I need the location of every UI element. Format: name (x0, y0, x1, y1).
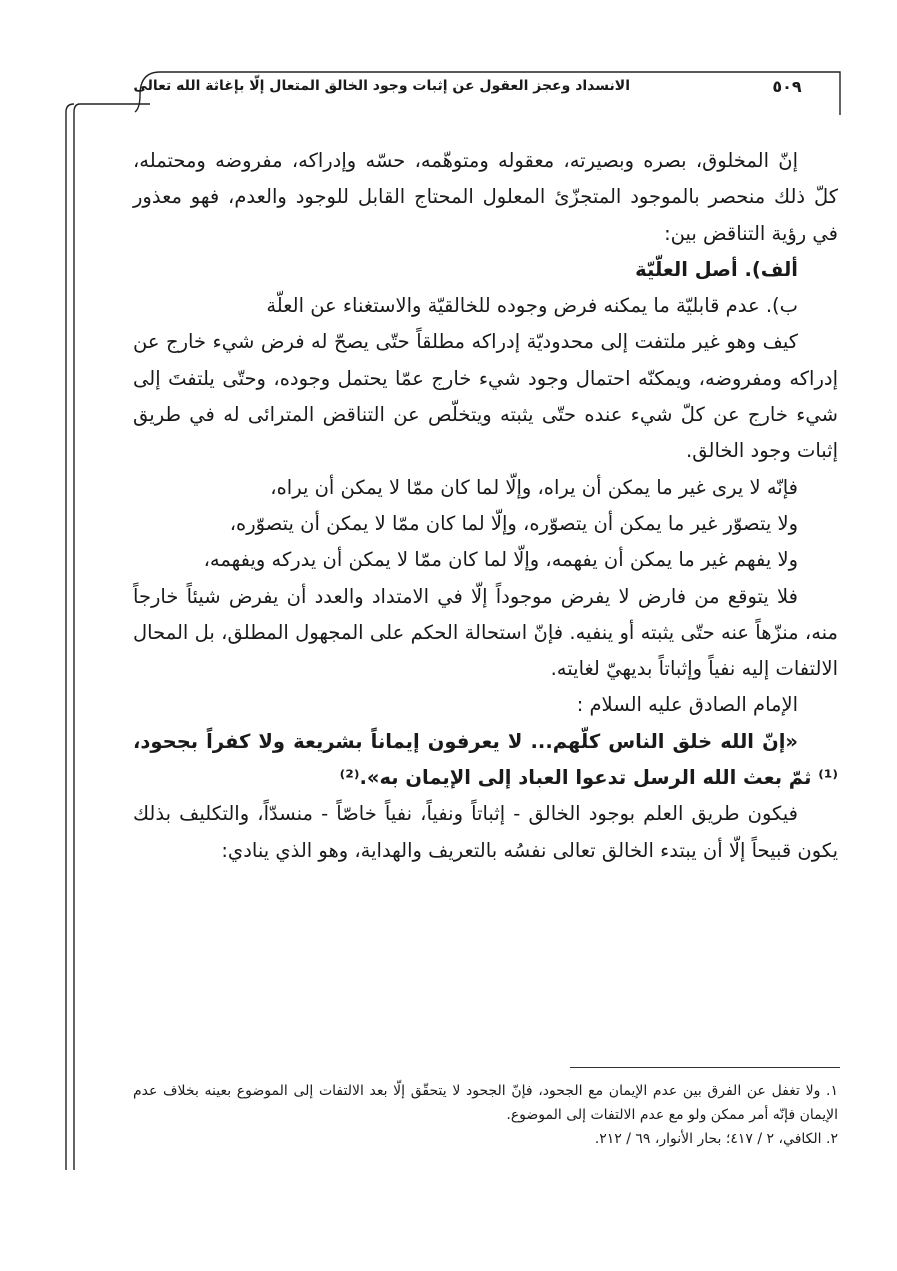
hadith-quote: «إنّ الله خلق الناس كلّهم... لا يعرفون إيماناً بشريعة ولا كفراً بجحود،⁽¹⁾ ثمّ بعث الله الرسل تدعوا العباد إلى الإيمان به».⁽²⁾ (133, 729, 838, 790)
paragraph: فيكون طريق العلم بوجود الخالق - إثباتاً ونفياً، نفياً خاصّاً - منسدّاً، والتكليف بذلك يكون قبيحاً إلّا أن يبتدء الخالق تعالى نفسُه بالتعريف والهداية، وهو الذي ينادي: (133, 802, 838, 862)
footnote-divider (570, 1067, 840, 1068)
paragraph: ولا يتصوّر غير ما يمكن أن يتصوّره، وإلّا لما كان ممّا لا يمكن أن يتصوّره، (229, 511, 798, 535)
page-number: ٥٠٩ (772, 77, 802, 96)
paragraph: فإنّه لا يرى غير ما يمكن أن يراه، وإلّا لما كان ممّا لا يمكن أن يراه، (270, 475, 798, 499)
list-item: ألف). أصل العلّيّة (635, 257, 798, 281)
footnote: ١. ولا تغفل عن الفرق بين عدم الإيمان مع الجحود، فإنّ الجحود لا يتحقّق إلّا بعد الالتفات إلى الموضوع بعينه بخلاف عدم الإيمان فإنّه أمر ممكن ولو مع عدم الالتفات إلى الموضوع. (133, 1083, 838, 1123)
footnotes (133, 1079, 838, 1151)
list-item: ب). عدم قابليّة ما يمكنه فرض وجوده للخالقيّة والاستغناء عن العلّة (266, 294, 798, 318)
running-title: الانسداد وعجز العقول عن إثبات وجود الخالق المتعال إلّا بإغاثة الله تعالى (133, 78, 630, 94)
paragraph: إنّ المخلوق، بصره وبصيرته، معقوله ومتوهّمه، حسّه وإدراكه، مفروضه ومحتمله، كلّ ذلك منحصر بالموجود المتجزّئ المعلول المحتاج القابل للوجود والعدم، فهو معذور في رؤية التناقض بين: (133, 149, 838, 245)
footnote: ٢. الكافي، ٢ / ٤١٧؛ بحار الأنوار، ٦٩ / ٢١٢. (594, 1131, 838, 1147)
paragraph: فلا يتوقع من فارض لا يفرض موجوداً إلّا في الامتداد والعدد أن يفرض شيئاً خارجاً منه، منزّهاً عنه حتّى يثبته أو ينفيه. فإنّ استحالة الحكم على المجهول المطلق، بل المحال الالتفات إليه نفياً وإثباتاً بديهيّ لغايته. (133, 584, 838, 681)
paragraph: ولا يفهم غير ما يمكن أن يفهمه، وإلّا لما كان ممّا لا يمكن أن يدركه ويفهمه، (203, 548, 798, 572)
main-text (133, 143, 838, 869)
attribution: الإمام الصادق عليه السلام : (576, 693, 798, 717)
paragraph: كيف وهو غير ملتفت إلى محدوديّة إدراكه مطلقاً حتّى يصحّ له فرض شيء خارج عن إدراكه ومفروضه، ويمكنّه احتمال وجود شيء خارج عمّا يحتمل وجوده، وحتّى يلتفتَ إلى شيء خارج عن كلّ شيء عنده حتّى يثبته ويتخلّص عن التناقض المترائى له في طريق إثبات وجود الخالق. (133, 330, 838, 463)
